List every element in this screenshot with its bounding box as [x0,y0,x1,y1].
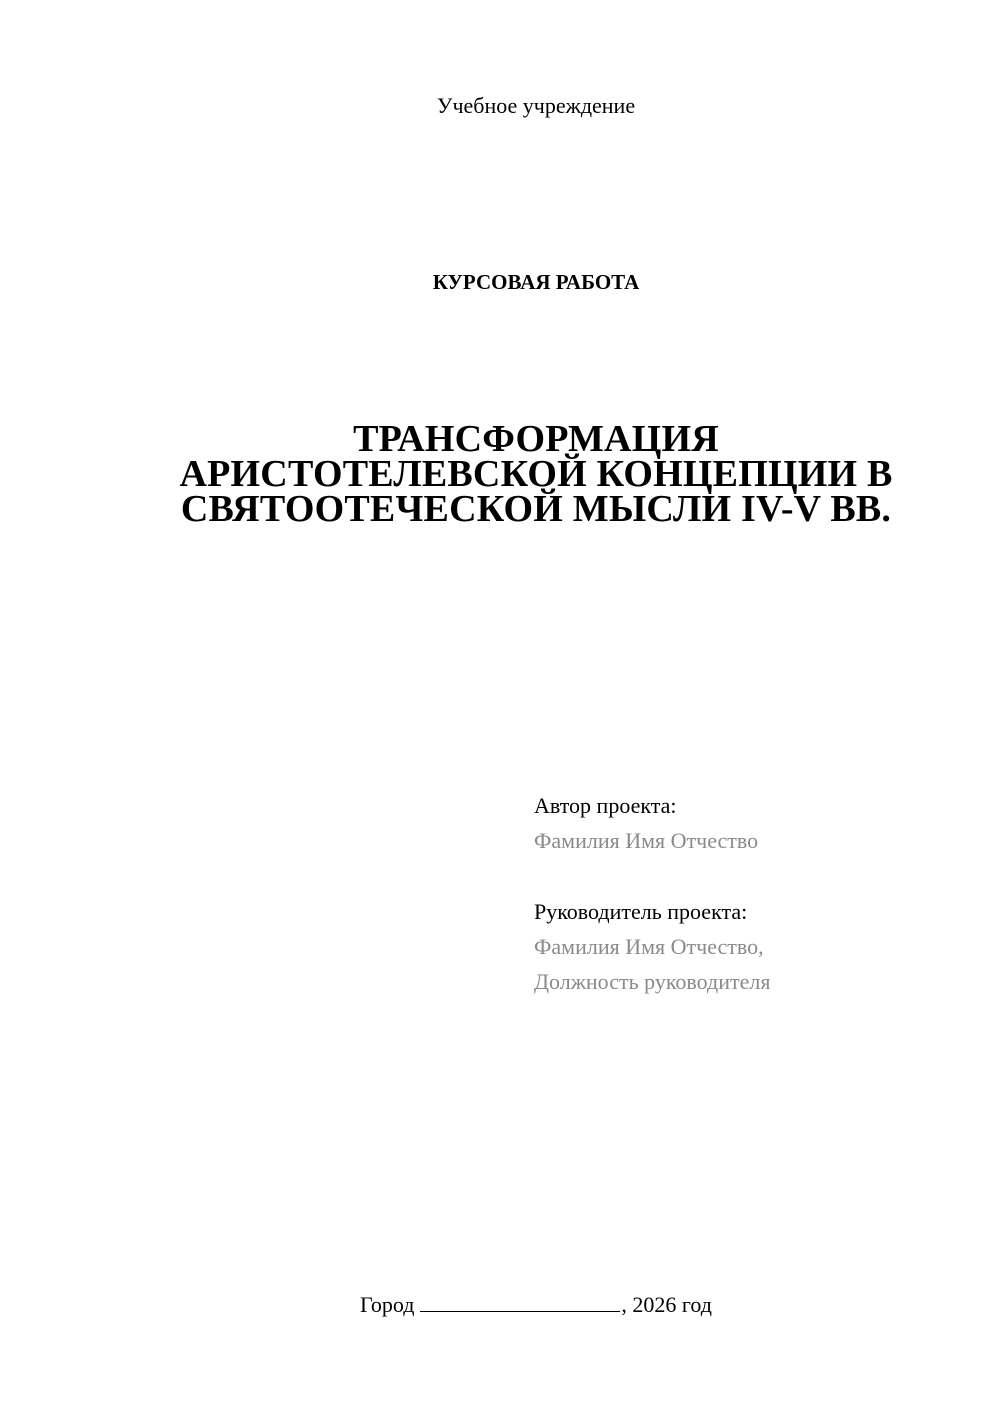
work-title [120,418,952,530]
work-type-heading: КУРСОВАЯ РАБОТА [432,270,640,294]
supervisor-position: Должность руководителя [534,969,771,994]
work-title-line-3: СВЯТООТЕЧЕСКОЙ МЫСЛИ IV-V ВВ. [180,488,892,530]
year-text: , 2026 год [621,1292,712,1317]
city-label: Город [360,1292,415,1317]
credits-block [534,788,974,999]
work-title-line-2: АРИСТОТЕЛЕВСКОЙ КОНЦЕПЦИИ В [179,453,893,495]
supervisor-name: Фамилия Имя Отчество, [534,934,764,959]
author-label: Автор проекта: [534,793,677,818]
city-year-line [0,1290,1000,1320]
institution-name: Учебное учреждение [436,93,636,118]
credits-spacer [534,858,974,894]
author-name: Фамилия Имя Отчество [534,828,759,853]
supervisor-label: Руководитель проекта: [534,899,748,924]
work-title-line-1: ТРАНСФОРМАЦИЯ [353,418,719,460]
city-blank-underline [420,1291,620,1312]
